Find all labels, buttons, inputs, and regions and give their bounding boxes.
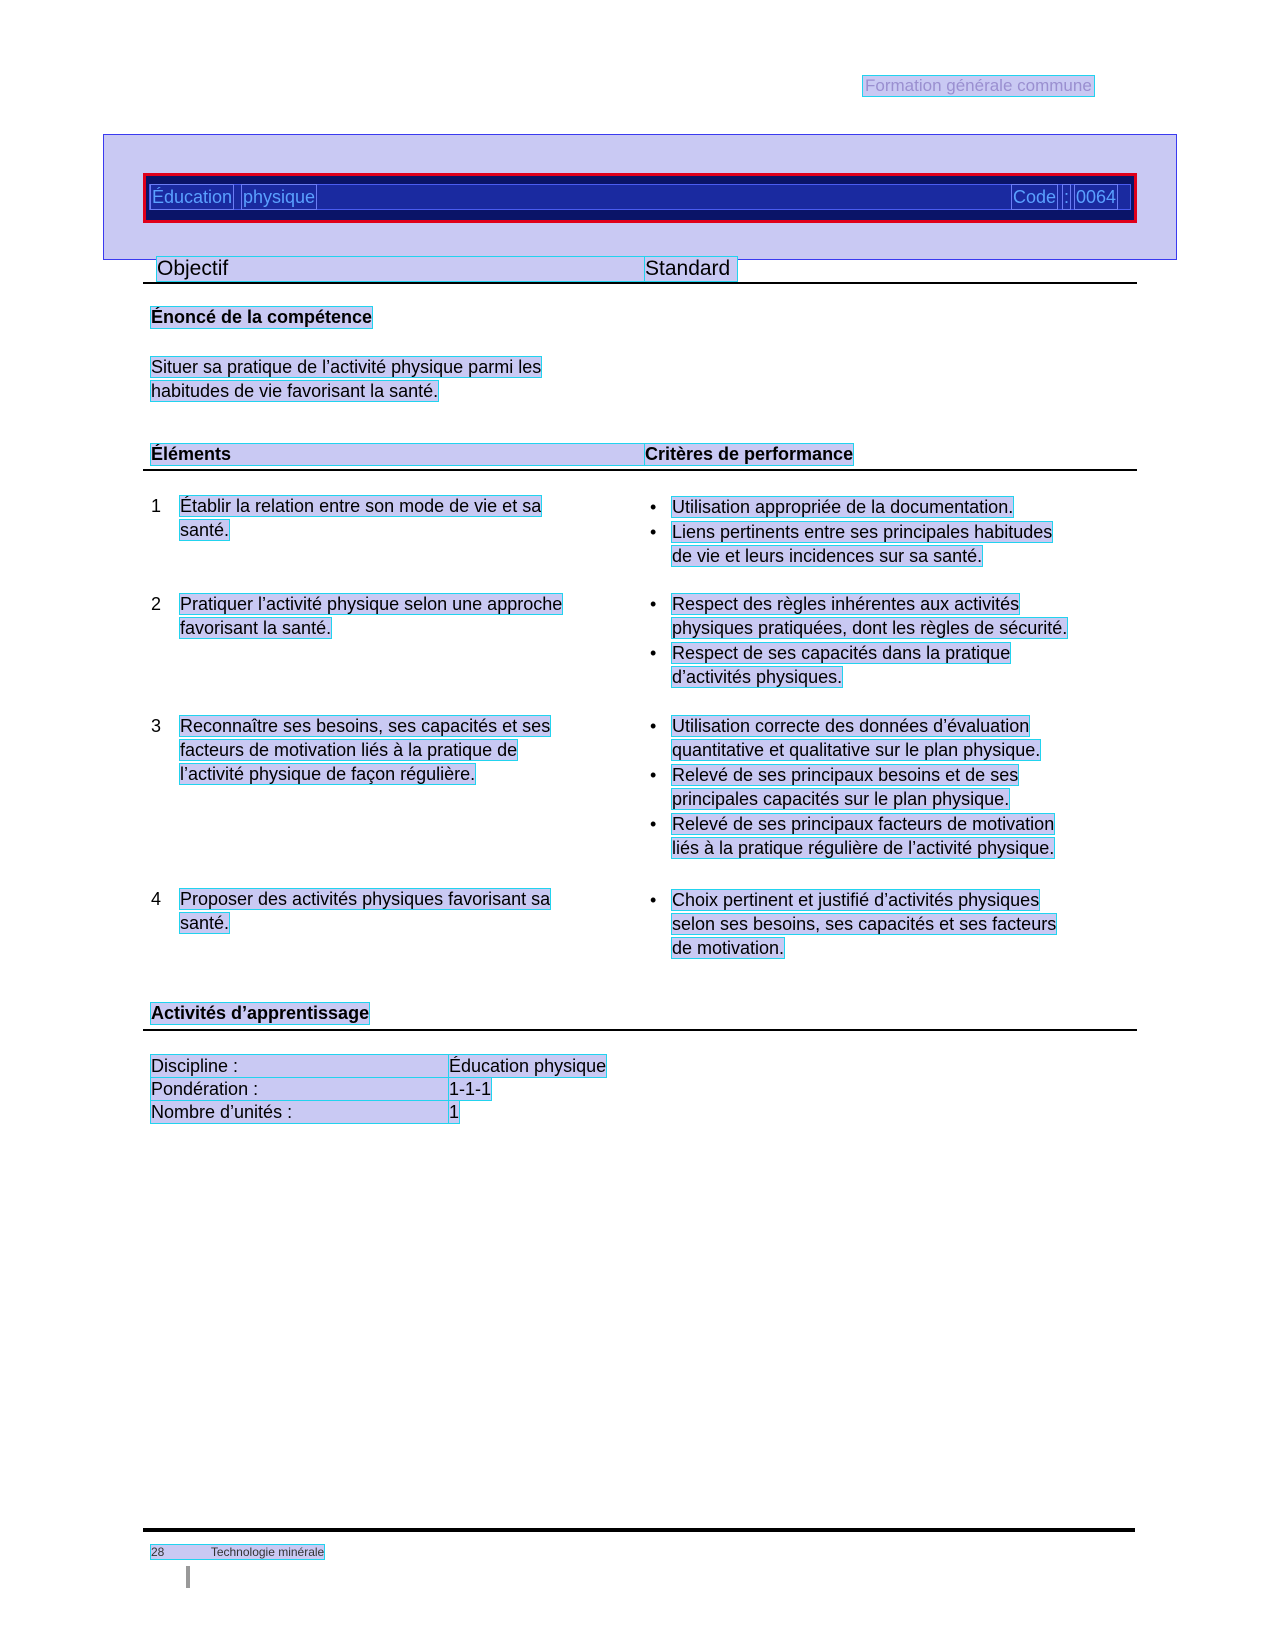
element-number: 1 (151, 496, 162, 516)
divider (143, 469, 1137, 471)
criterion-line: Relevé de ses principaux facteurs de motivation (672, 814, 1055, 834)
criterion-line: principales capacités sur le plan physique. (672, 789, 1010, 809)
competence-statement (151, 355, 541, 403)
competence-line: Situer sa pratique de l’activité physique parmi les (151, 357, 542, 377)
course-banner-bar (150, 185, 1130, 209)
activities-heading: Activités d’apprentissage (151, 1003, 370, 1023)
criteria-list (650, 714, 1140, 861)
element-text (180, 714, 635, 786)
criteria-list (650, 888, 1140, 961)
criterion (650, 520, 1140, 568)
criterion (650, 714, 1140, 762)
element-text (180, 494, 635, 542)
element-line: facteurs de motivation liés à la pratique de (180, 740, 518, 760)
element-text (180, 592, 635, 640)
criterion-line: liés à la pratique régulière de l’activité physique. (672, 838, 1055, 858)
element-line: Proposer des activités physiques favorisant sa (180, 889, 551, 909)
criterion-line: Utilisation correcte des données d’évaluation (672, 716, 1030, 736)
criterion-line: Respect de ses capacités dans la pratique (672, 643, 1011, 663)
element-line: favorisant la santé. (180, 618, 332, 638)
divider (143, 1029, 1137, 1031)
footer-divider (143, 1528, 1135, 1532)
element-line: Reconnaître ses besoins, ses capacités et ses (180, 716, 551, 736)
program-name: Technologie minérale (210, 1545, 325, 1559)
criterion (650, 812, 1140, 860)
element-line: santé. (180, 520, 230, 540)
course-banner (143, 173, 1137, 223)
units-label: Nombre d’unités : (151, 1101, 449, 1123)
ponderation-value: 1-1-1 (449, 1079, 492, 1099)
element-number: 4 (151, 889, 162, 909)
element-line: santé. (180, 913, 230, 933)
criterion (650, 495, 1140, 519)
element-number: 3 (151, 716, 162, 736)
criteria-list (650, 592, 1140, 690)
criteria-list (650, 495, 1140, 569)
criterion-line: de motivation. (672, 938, 785, 958)
criterion-line: quantitative et qualitative sur le plan physique. (672, 740, 1041, 760)
section-header: Formation générale commune (865, 76, 1092, 95)
element-number: 2 (151, 594, 162, 614)
criterion-line: physiques pratiquées, dont les règles de sécurité. (672, 618, 1068, 638)
ponderation-label: Pondération : (151, 1078, 449, 1100)
course-code: 0064 (1076, 187, 1117, 207)
criterion-line: selon ses besoins, ses capacités et ses facteurs (672, 914, 1057, 934)
element-line: Établir la relation entre son mode de vie et sa (180, 496, 542, 516)
course-title-word-2: physique (243, 187, 316, 207)
divider (143, 282, 1137, 284)
page-footer (151, 1545, 324, 1559)
discipline-value: Éducation physique (449, 1056, 607, 1076)
criterion (650, 592, 1140, 640)
criterion-line: Relevé de ses principaux besoins et de ses (672, 765, 1019, 785)
competence-heading: Énoncé de la compétence (151, 307, 373, 327)
units-value: 1 (449, 1102, 460, 1122)
element-line: Pratiquer l’activité physique selon une approche (180, 594, 563, 614)
code-label: Code (1013, 187, 1057, 207)
margin-marker (186, 1566, 190, 1588)
criterion-line: Respect des règles inhérentes aux activités (672, 594, 1020, 614)
objectif-heading: Objectif (157, 257, 645, 281)
element-line: l’activité physique de façon régulière. (180, 764, 476, 784)
code-separator: : (1064, 187, 1070, 207)
elements-heading: Éléments (151, 444, 645, 465)
competence-line: habitudes de vie favorisant la santé. (151, 381, 439, 401)
criterion (650, 641, 1140, 689)
criterion (650, 888, 1140, 960)
criteria-heading: Critères de performance (645, 444, 854, 464)
criterion-line: Liens pertinents entre ses principales habitudes (672, 522, 1053, 542)
criterion-line: Choix pertinent et justifié d’activités physiques (672, 890, 1040, 910)
criterion-line: Utilisation appropriée de la documentation. (672, 497, 1014, 517)
course-title-word-1: Éducation (152, 187, 233, 207)
page-number: 28 (151, 1545, 165, 1559)
element-text (180, 887, 635, 935)
discipline-label: Discipline : (151, 1055, 449, 1077)
standard-heading: Standard (645, 257, 737, 281)
criterion (650, 763, 1140, 811)
criterion-line: d’activités physiques. (672, 667, 843, 687)
criterion-line: de vie et leurs incidences sur sa santé. (672, 546, 983, 566)
